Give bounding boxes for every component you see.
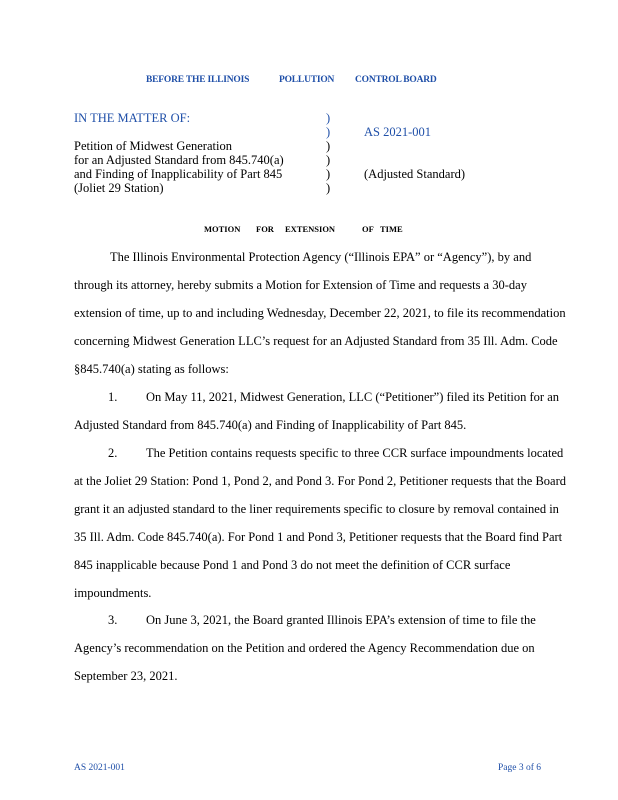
paragraph-line: Adjusted Standard from 845.740(a) and Finding of Inapplicability of Part 845. xyxy=(74,418,467,432)
caption-paren-2: ) xyxy=(326,125,331,139)
case-number: AS 2021-001 xyxy=(364,125,432,139)
footer-page-number: Page 3 of 6 xyxy=(498,763,542,773)
footer-case-number: AS 2021-001 xyxy=(74,763,125,773)
caption-line: Petition of Midwest Generation xyxy=(74,139,232,153)
paragraph-line: §845.740(a) stating as follows: xyxy=(74,362,229,376)
paragraph-line: The Petition contains requests specific to three CCR surface impoundments located xyxy=(146,446,564,460)
paragraph-line: extension of time, up to and including Wednesday, December 22, 2021, to file its recommendation xyxy=(74,306,566,320)
header-pollution: POLLUTION xyxy=(279,75,335,85)
caption-paren-1: ) xyxy=(326,111,331,125)
caption-right-label: (Adjusted Standard) xyxy=(364,167,466,181)
title-extension: EXTENSION xyxy=(285,224,336,234)
paragraph-line: 845 inapplicable because Pond 1 and Pond 3 do not meet the definition of CCR surface xyxy=(74,558,511,572)
title-motion: MOTION xyxy=(204,224,241,234)
item-2-paragraph xyxy=(74,439,566,607)
item-number: 2. xyxy=(108,446,118,460)
caption-matter: IN THE MATTER OF: xyxy=(74,111,191,125)
caption-line: (Joliet 29 Station) xyxy=(74,181,164,195)
caption-line: and Finding of Inapplicability of Part 845 xyxy=(74,167,283,181)
paragraph-line: The Illinois Environmental Protection Agency (“Illinois EPA” or “Agency”), by and xyxy=(110,250,532,264)
paragraph-line: at the Joliet 29 Station: Pond 1, Pond 2, and Pond 3. For Pond 2, Petitioner requests that the Board xyxy=(74,474,566,488)
title-for: FOR xyxy=(256,224,274,234)
paragraph-line: 35 Ill. Adm. Code 845.740(a). For Pond 1 and Pond 3, Petitioner requests that the Board find Part xyxy=(74,530,563,544)
paragraph-line: concerning Midwest Generation LLC’s request for an Adjusted Standard from 35 Ill. Adm. Code xyxy=(74,334,558,348)
paragraph-line: On June 3, 2021, the Board granted Illinois EPA’s extension of time to file the xyxy=(146,613,536,627)
paragraph-line: grant it an adjusted standard to the liner requirements specific to closure by removal contained in xyxy=(74,502,559,516)
title-time: TIME xyxy=(380,224,403,234)
paragraph-line: On May 11, 2021, Midwest Generation, LLC (“Petitioner”) filed its Petition for an xyxy=(146,390,559,404)
intro-paragraph xyxy=(74,243,566,383)
title-of: OF xyxy=(362,224,374,234)
paragraph-line: through its attorney, hereby submits a Motion for Extension of Time and requests a 30-day xyxy=(74,278,527,292)
item-number: 1. xyxy=(108,390,118,404)
paragraph-line: September 23, 2021. xyxy=(74,669,178,683)
header-board: CONTROL BOARD xyxy=(355,75,437,85)
caption-paren-3: ) xyxy=(326,139,331,153)
paragraph-line: impoundments. xyxy=(74,586,152,600)
caption-line: for an Adjusted Standard from 845.740(a) xyxy=(74,153,284,167)
item-3-paragraph xyxy=(74,606,554,690)
caption-paren-6: ) xyxy=(326,181,331,195)
item-number: 3. xyxy=(108,613,118,627)
caption-paren-4: ) xyxy=(326,153,331,167)
caption-paren-5: ) xyxy=(326,167,331,181)
item-1-paragraph xyxy=(74,383,559,439)
paragraph-line: Agency’s recommendation on the Petition and ordered the Agency Recommendation due on xyxy=(74,641,535,655)
header-before: BEFORE THE ILLINOIS xyxy=(146,75,250,85)
